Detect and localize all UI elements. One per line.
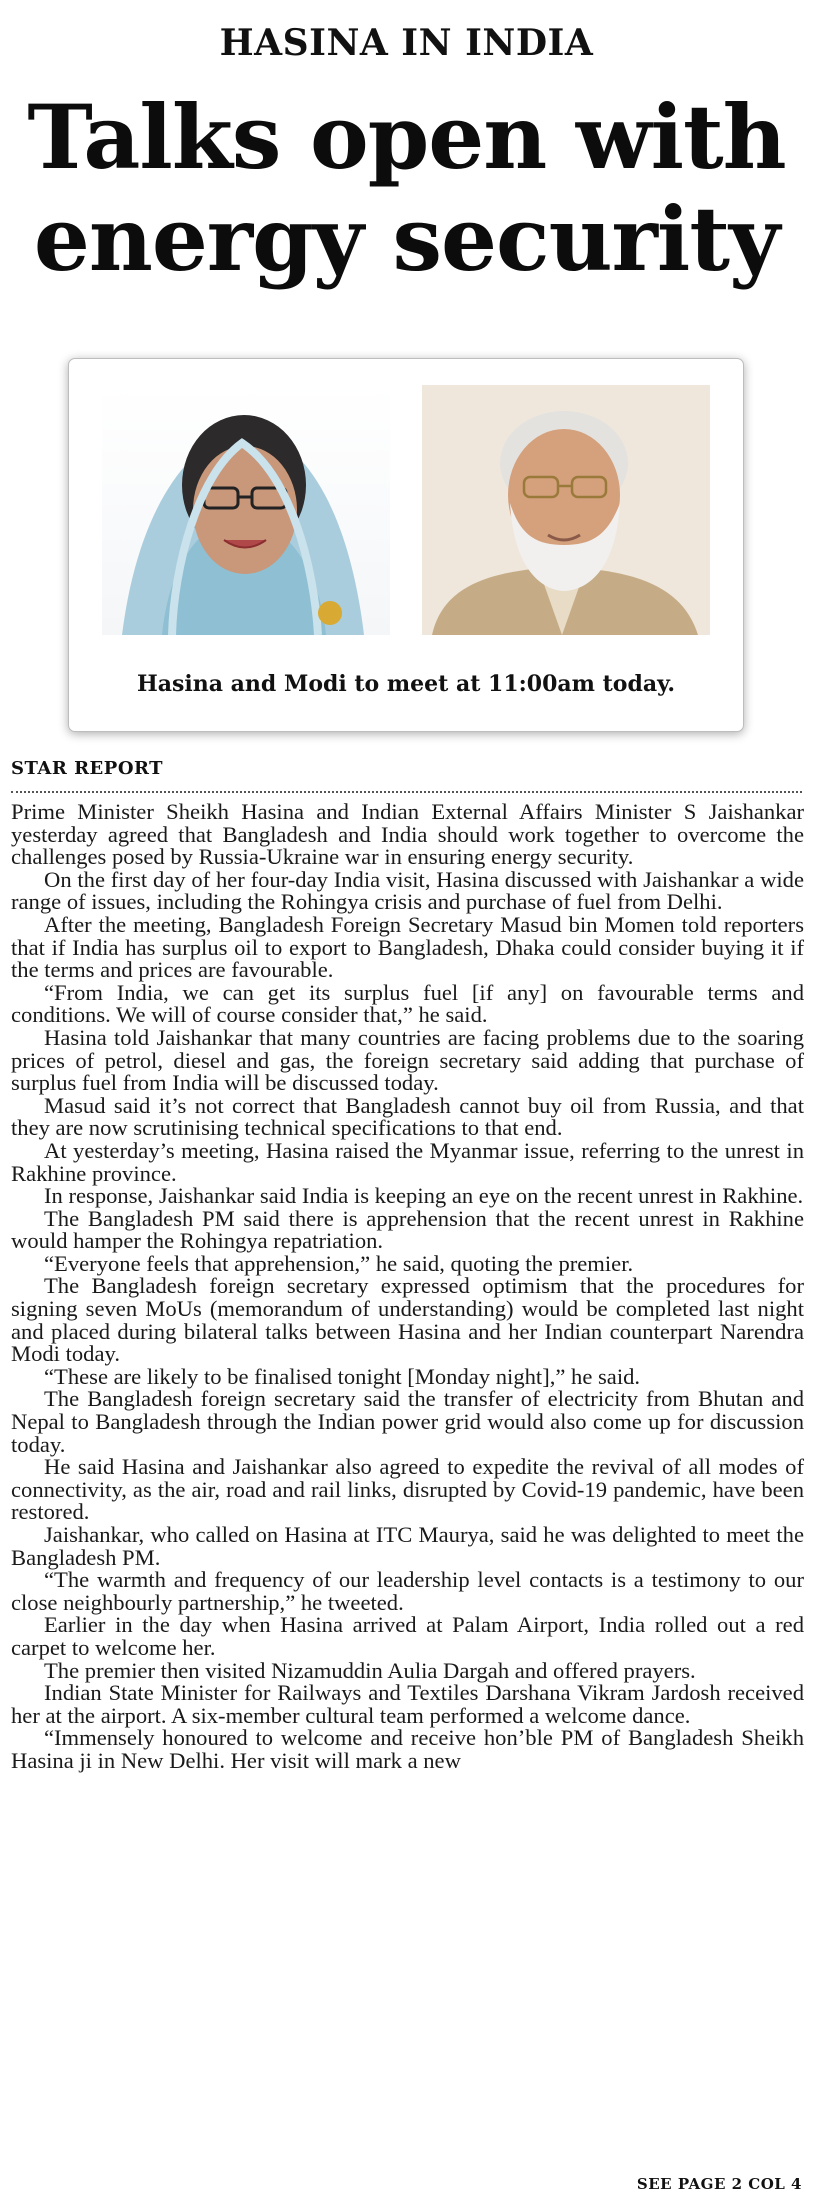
article-paragraph: Prime Minister Sheikh Hasina and Indian External Affairs Minister S Jaishankar yesterday agreed that Bangladesh and India should work together to overcome the challenges posed by Russia-Ukraine war in ensuring energy security. bbox=[11, 799, 804, 870]
article-paragraph: Indian State Minister for Railways and Textiles Darshana Vikram Jardosh received her at the airport. A six-member cultural team performed a welcome dance. bbox=[11, 1680, 804, 1728]
article-paragraph: The Bangladesh foreign secretary said the transfer of electricity from Bhutan and Nepal to Bangladesh through the Indian power grid would also come up for discussion today. bbox=[11, 1386, 804, 1457]
article-paragraph: The Bangladesh PM said there is apprehension that the recent unrest in Rakhine would hamper the Rohingya repatriation. bbox=[11, 1205, 804, 1254]
photo-box bbox=[68, 358, 744, 732]
article-paragraph: “Immensely honoured to welcome and receive hon’ble PM of Bangladesh Sheikh Hasina ji in New Delhi. Her visit will mark a new bbox=[11, 1725, 804, 1773]
article-paragraph: “These are likely to be finalised tonight [Monday night],” he said. bbox=[44, 1363, 641, 1389]
continued-jump-line: SEE PAGE 2 COL 4 bbox=[636, 2175, 802, 2193]
headline-line-1: Talks open with bbox=[27, 85, 786, 189]
article-paragraph: On the first day of her four-day India visit, Hasina discussed with Jaishankar a wide range of issues, including the Rohingya crisis and purchase of fuel from Delhi. bbox=[11, 866, 804, 915]
article-paragraph: Hasina told Jaishankar that many countries are facing problems due to the soaring prices of petrol, diesel and gas, the foreign secretary said adding that purchase of surplus fuel from India will be discussed today. bbox=[11, 1024, 804, 1096]
article-paragraph: In response, Jaishankar said India is keeping an eye on the recent unrest in Rakhine. bbox=[44, 1183, 804, 1209]
photo-caption: Hasina and Modi to meet at 11:00am today. bbox=[136, 671, 675, 697]
article-paragraph: Jaishankar, who called on Hasina at ITC Maurya, said he was delighted to meet the Bangladesh PM. bbox=[11, 1522, 804, 1570]
modi-photo bbox=[422, 385, 710, 635]
dotted-divider bbox=[11, 791, 802, 793]
hasina-photo bbox=[102, 385, 390, 635]
article-paragraph: The Bangladesh foreign secretary expressed optimism that the procedures for signing seven MoUs (memorandum of understanding) would be completed last night and placed during bilateral talks between Hasina and her Indian counterpart Narendra Modi today. bbox=[11, 1273, 804, 1367]
article-paragraph: After the meeting, Bangladesh Foreign Secretary Masud bin Momen told reporters that if India has surplus oil to export to Bangladesh, Dhaka could consider buying it if the terms and prices are favourable. bbox=[11, 911, 804, 983]
headline bbox=[0, 86, 813, 290]
article-paragraph: At yesterday’s meeting, Hasina raised the Myanmar issue, referring to the unrest in Rakhine province. bbox=[11, 1137, 804, 1186]
byline: STAR REPORT bbox=[11, 758, 164, 779]
article-paragraph: Masud said it’s not correct that Bangladesh cannot buy oil from Russia, and that they are now scrutinising technical specifications to that end. bbox=[11, 1092, 804, 1141]
article-paragraph: Earlier in the day when Hasina arrived at Palam Airport, India rolled out a red carpet to welcome her. bbox=[11, 1612, 804, 1660]
article-paragraph: He said Hasina and Jaishankar also agreed to expedite the revival of all modes of connectivity, as the air, road and rail links, disrupted by Covid-19 pandemic, have been restored. bbox=[11, 1454, 804, 1525]
article-body bbox=[11, 801, 804, 1773]
section-kicker: HASINA IN INDIA bbox=[219, 22, 594, 64]
article-paragraph: “From India, we can get its surplus fuel [if any] on favourable terms and conditions. We will of course consider that,” he said. bbox=[11, 979, 804, 1028]
article-paragraph: The premier then visited Nizamuddin Aulia Dargah and offered prayers. bbox=[44, 1657, 696, 1683]
article-paragraph: “Everyone feels that apprehension,” he said, quoting the premier. bbox=[44, 1250, 634, 1276]
headline-line-2: energy security bbox=[33, 187, 780, 291]
article-paragraph: “The warmth and frequency of our leadership level contacts is a testimony to our close neighbourly partnership,” he tweeted. bbox=[11, 1567, 804, 1615]
